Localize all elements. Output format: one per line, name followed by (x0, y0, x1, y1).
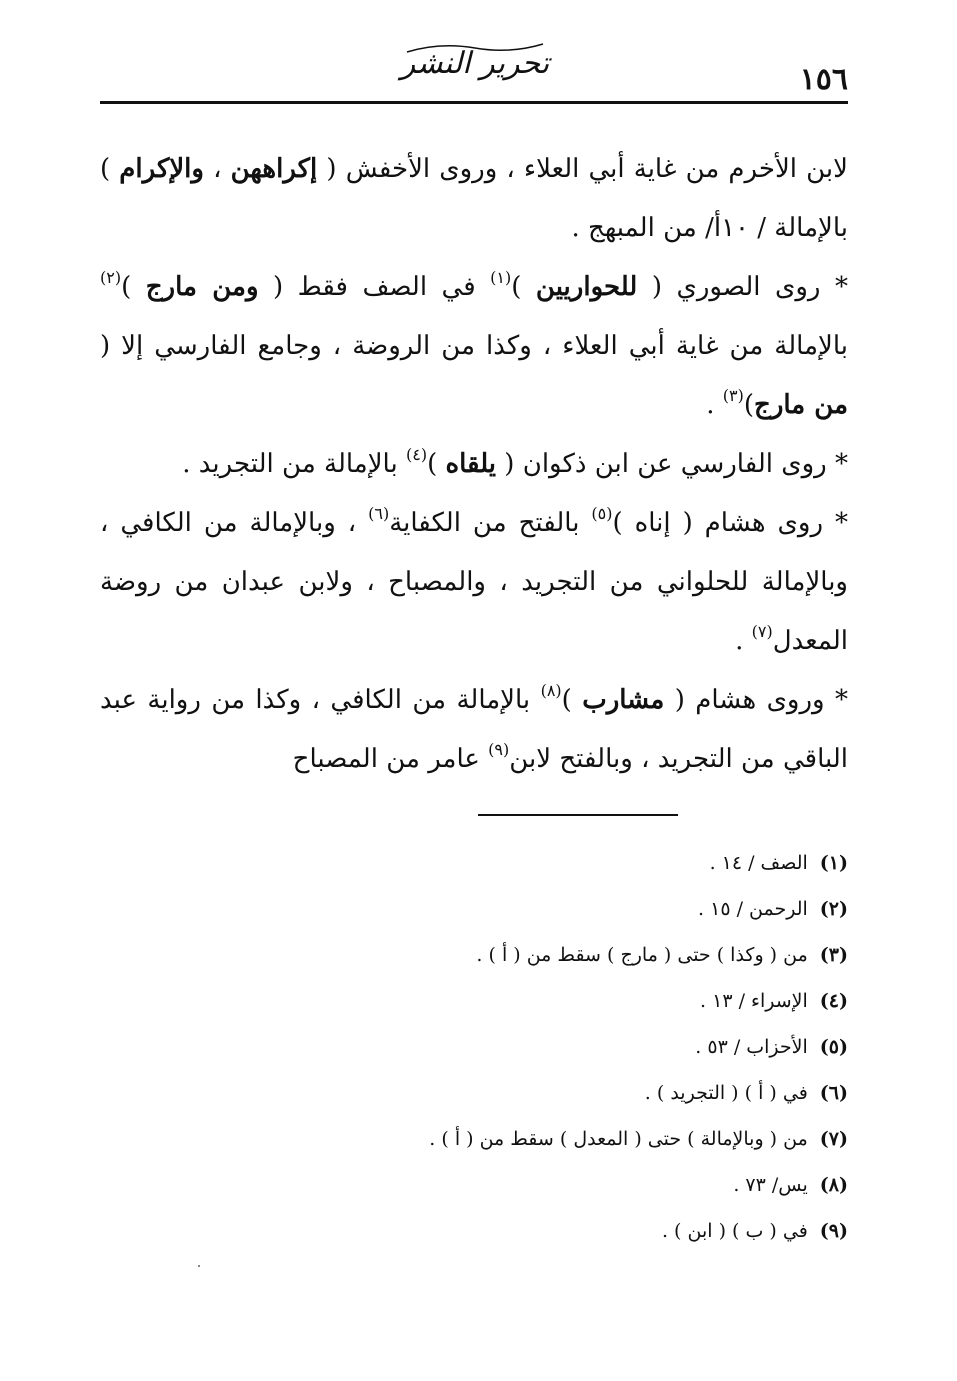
text-run: * وروى هشام ( (664, 685, 848, 715)
text-run: عامر من المصباح (292, 744, 489, 774)
footnote-item (330, 978, 848, 1024)
text-run: بالإمالة من غاية أبي العلاء ، وكذا من الروضة ، وجامع الفارسي إلا ( (100, 331, 848, 361)
quranic-word: إكراههن (230, 154, 318, 184)
footnote-number: (٦) (819, 1082, 848, 1104)
footnote-ref[interactable]: (٩) (488, 740, 510, 759)
text-run: . (706, 390, 723, 420)
text-run: بالإمالة من الكافي ، وكذا من رواية عبد الباقي من التجريد ، وبالفتح لابن (100, 685, 848, 774)
footnote-text: الصف / ١٤ . (709, 852, 808, 874)
footnotes-list (330, 840, 848, 1254)
page-header (100, 40, 848, 106)
quranic-word: مشارب (582, 685, 665, 715)
footnote-text: يس/ ٧٣ . (733, 1174, 808, 1196)
footnote-separator (478, 814, 678, 816)
footnote-number: (٩) (819, 1220, 848, 1242)
text-run: ، (203, 154, 231, 184)
footnote-item (330, 1070, 848, 1116)
footnote-number: (٥) (819, 1036, 848, 1058)
text-run: ) (427, 449, 446, 479)
scan-speck (198, 1265, 200, 1267)
footnote-text: الرحمن / ١٥ . (698, 898, 808, 920)
footnote-text: الأحزاب / ٥٣ . (695, 1036, 808, 1058)
footnote-item (330, 1024, 848, 1070)
paragraph-5 (100, 671, 848, 789)
text-run: بالفتح من الكفاية (389, 508, 592, 538)
text-run: في الصف فقط ( (258, 272, 491, 302)
footnote-ref[interactable]: (٤) (405, 445, 428, 464)
paragraph-2 (100, 258, 848, 435)
header-rule (100, 101, 848, 104)
footnote-item (330, 1116, 848, 1162)
footnote-text: من ( وبالإمالة ) حتى ( المعدل ) سقط من ( أ ) . (429, 1128, 808, 1150)
footnote-number: (٢) (819, 898, 848, 920)
text-run: ) (561, 685, 583, 715)
quranic-word: والإكرام (119, 154, 204, 184)
footnote-text: الإسراء / ١٣ . (700, 990, 808, 1012)
footnote-item (330, 886, 848, 932)
footnote-item (330, 932, 848, 978)
text-run: ) (511, 272, 536, 302)
footnote-number: (٨) (819, 1174, 848, 1196)
footnote-ref[interactable]: (٥) (591, 504, 613, 523)
footnote-number: (٣) (819, 944, 848, 966)
paragraph-4 (100, 494, 848, 671)
text-run: لابن الأخرم من غاية أبي العلاء ، وروى الأخفش ( (317, 154, 848, 184)
text-run: ) بالإمالة / ١٠أ/ من المبهج . (100, 154, 848, 243)
text-run: ) (121, 272, 146, 302)
text-run: ) (743, 390, 755, 420)
text-run: * روى الصوري ( (637, 272, 848, 302)
footnote-ref[interactable]: (٦) (368, 504, 390, 523)
text-run: ، وبالإمالة من الكافي ، وبالإمالة للحلواني من التجريد ، والمصباح ، ولابن عبدان من روضة المعدل (100, 508, 848, 656)
footnote-ref[interactable]: (٨) (540, 681, 562, 700)
page-number: ١٥٦ (799, 62, 848, 97)
paragraph-3 (100, 435, 848, 494)
footnote-number: (٧) (819, 1128, 848, 1150)
footnote-ref[interactable]: (٣) (722, 386, 744, 405)
footnote-text: في ( أ ) ( التجريد ) . (644, 1082, 808, 1104)
text-run: * روى الفارسي عن ابن ذكوان ( (496, 449, 848, 479)
footnote-ref[interactable]: (٧) (751, 622, 773, 641)
quranic-word: ومن مارج (145, 272, 259, 302)
footnote-ref[interactable]: (٢) (100, 268, 122, 287)
footnote-item (330, 840, 848, 886)
footnote-text: في ( ب ) ( ابن ) . (661, 1220, 808, 1242)
quranic-word: للحواريين (535, 272, 638, 302)
text-run: * روى هشام ( إناه ) (612, 508, 848, 538)
footnote-number: (١) (819, 852, 848, 874)
footnote-item (330, 1208, 848, 1254)
text-run: . (735, 626, 752, 656)
footnote-number: (٤) (819, 990, 848, 1012)
quranic-word: يلقاه (445, 449, 497, 479)
footnote-ref[interactable]: (١) (490, 268, 512, 287)
text-run: بالإمالة من التجريد . (182, 449, 406, 479)
main-text (100, 140, 848, 789)
paragraph-1 (100, 140, 848, 258)
footnote-item (330, 1162, 848, 1208)
quranic-word: من مارج (754, 390, 848, 420)
running-title: تحرير النشر (400, 46, 550, 81)
footnote-text: من ( وكذا ) حتى ( مارج ) سقط من ( أ ) . (476, 944, 808, 966)
